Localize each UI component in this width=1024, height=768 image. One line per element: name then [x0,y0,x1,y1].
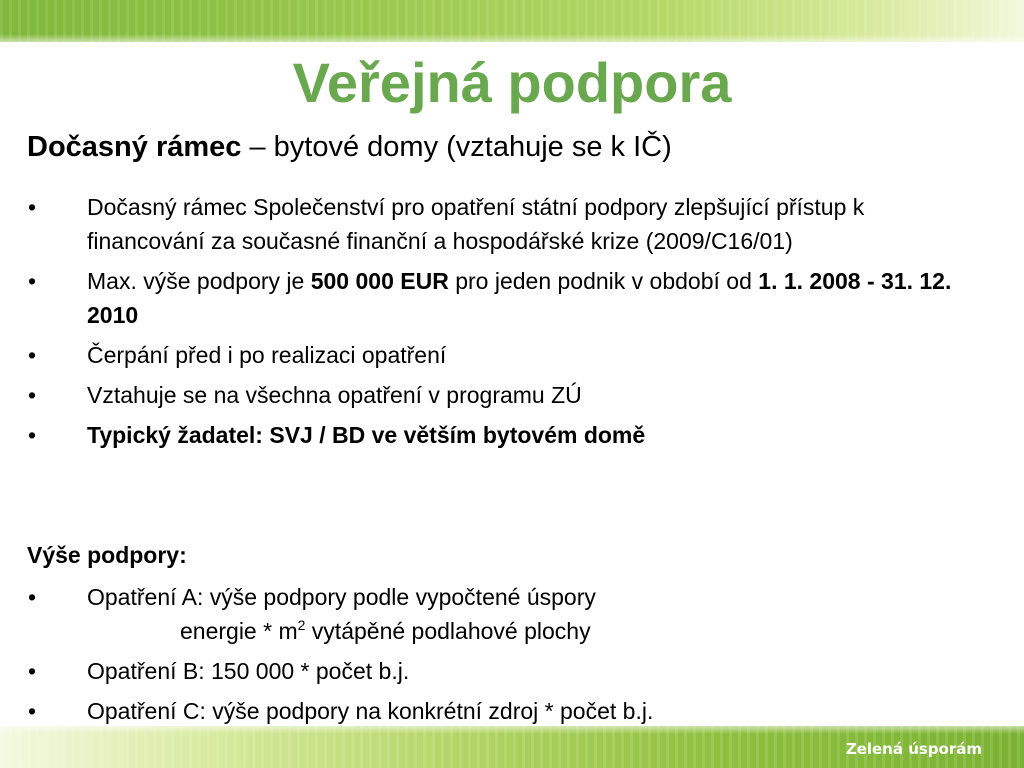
support-bullet-item [0,580,1024,648]
support-bullet-list [0,580,1024,734]
brand-logo-text: Zelená úsporám [845,740,982,758]
support-line-1: Opatření A: výše podpory podle vypočtené úspory [87,584,596,610]
bullet-text: Dočasný rámec Společenství pro opatření státní podpory zlepšující přístup k financování za současné finanční a hospodářské krize (2009/C16/01) [87,194,865,254]
slide-title: Veřejná podpora [292,51,732,114]
bullet-text: Max. výše podpory je [87,268,311,294]
bullet-bold-amount: 500 000 EUR [310,268,449,294]
bullet-item [0,378,1024,412]
bullet-text: pro jeden podnik v období od [448,268,759,294]
support-bullet-item [0,694,1024,728]
section-heading: Výše podpory: [27,542,187,568]
bullet-dot: • [28,584,37,610]
support-line-2-after: vytápěné podlahové plochy [305,618,591,644]
bullet-bold-text: Typický žadatel: SVJ / BD ve větším bytovém domě [87,422,646,448]
bullet-item [0,264,1024,332]
bullet-dot: • [28,268,37,294]
bullet-text: Vztahuje se na všechna opatření v programu ZÚ [87,382,582,408]
bullet-item [0,190,1024,258]
bullet-text: Čerpání před i po realizaci opatření [87,342,447,368]
bottom-decorative-band [0,726,1024,768]
subtitle-rest: – bytové domy (vztahuje se k IČ) [241,131,672,163]
subtitle-bold: Dočasný rámec [27,131,242,163]
bullet-item [0,418,1024,452]
slide-subtitle [27,128,672,166]
support-line-2 [87,614,984,648]
superscript: 2 [297,617,306,633]
bullet-dot: • [28,698,37,724]
bullet-dot: • [28,342,37,368]
bullet-dot: • [28,422,37,448]
main-bullet-list [0,190,1024,458]
bullet-dot: • [28,194,37,220]
support-text: Opatření B: 150 000 * počet b.j. [87,658,410,684]
support-text: Opatření C: výše podpory na konkrétní zdroj * počet b.j. [87,698,654,724]
support-line-2-before: energie * m [180,618,298,644]
bullet-dot: • [28,382,37,408]
bullet-dot: • [28,658,37,684]
bullet-item [0,338,1024,372]
bullet-bold-period: 1. 1. 2008 - 31. 12. 2010 [87,268,952,328]
top-decorative-band [0,0,1024,42]
support-bullet-item [0,654,1024,688]
